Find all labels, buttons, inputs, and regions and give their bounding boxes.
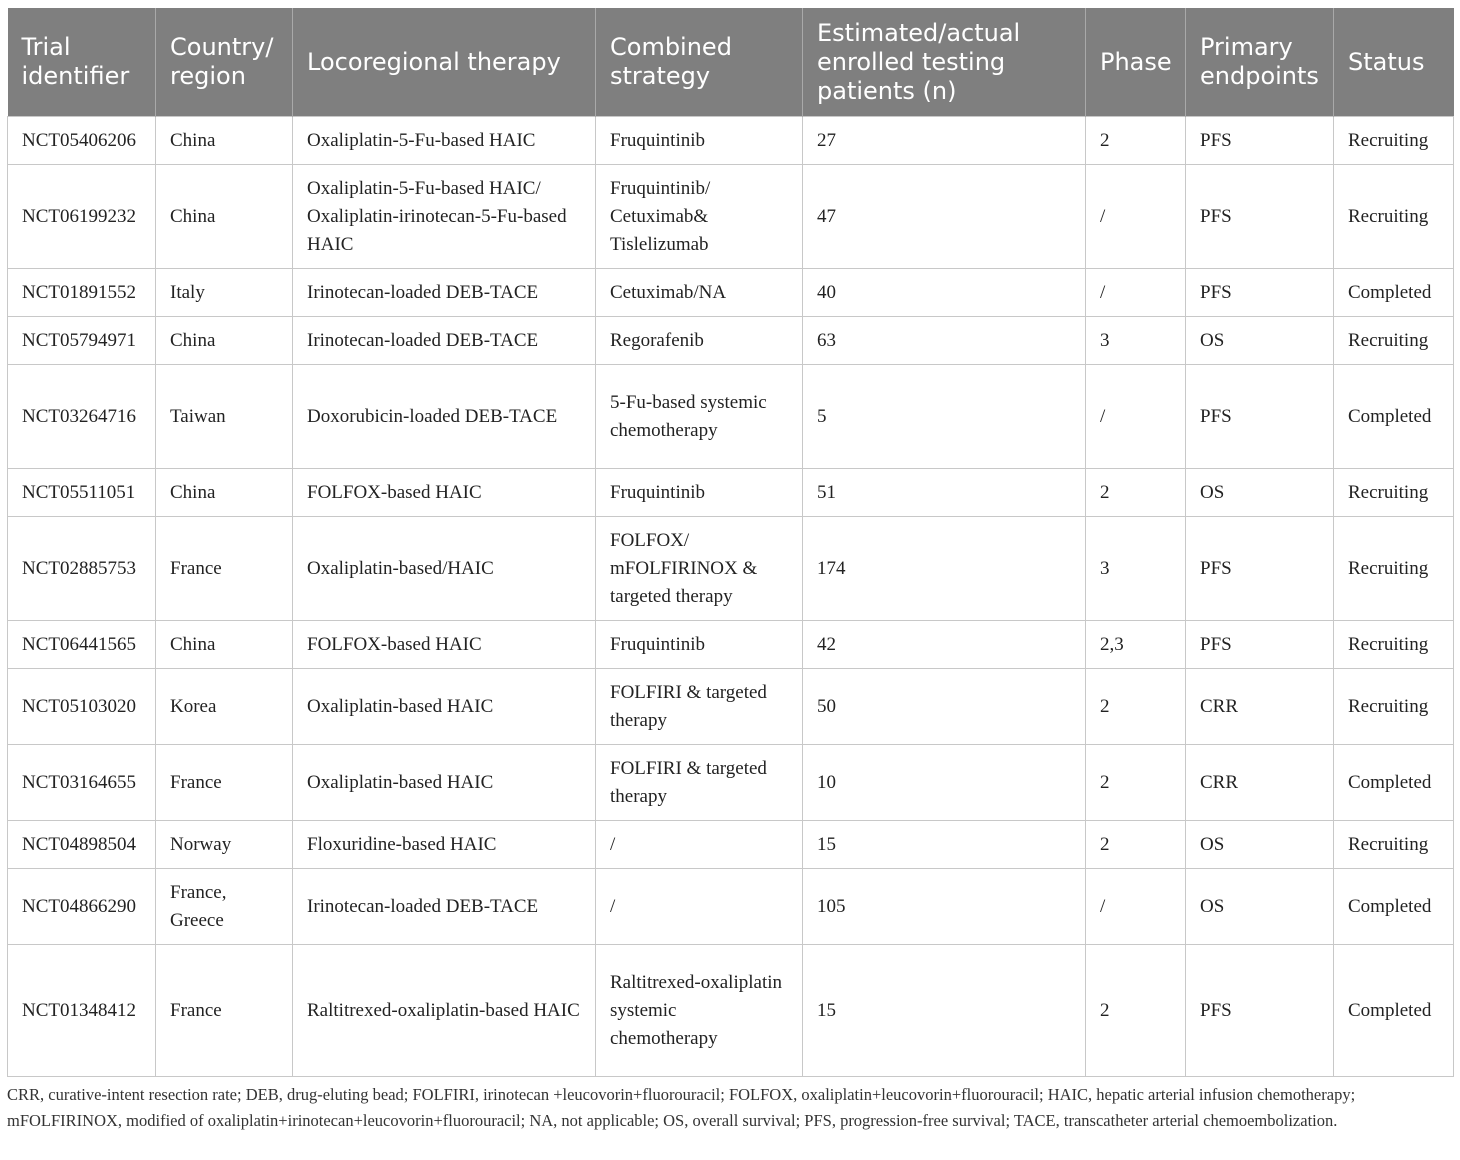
cell-locoregional-therapy: FOLFOX-based HAIC <box>293 469 596 517</box>
cell-locoregional-therapy: Doxorubicin-loaded DEB-TACE <box>293 365 596 469</box>
cell-phase: / <box>1086 869 1186 945</box>
cell-combined-strategy: Fruquintinib <box>596 117 803 165</box>
cell-status: Completed <box>1334 869 1454 945</box>
cell-endpoint: CRR <box>1186 669 1334 745</box>
cell-enrolled: 51 <box>803 469 1086 517</box>
cell-trial-id: NCT05406206 <box>8 117 156 165</box>
cell-country: France <box>156 517 293 621</box>
cell-status: Recruiting <box>1334 317 1454 365</box>
cell-country: China <box>156 165 293 269</box>
cell-trial-id: NCT01891552 <box>8 269 156 317</box>
cell-phase: 2 <box>1086 945 1186 1077</box>
cell-enrolled: 63 <box>803 317 1086 365</box>
cell-combined-strategy: / <box>596 821 803 869</box>
cell-trial-id: NCT01348412 <box>8 945 156 1077</box>
table-row <box>8 469 1454 517</box>
cell-phase: 2 <box>1086 469 1186 517</box>
cell-status: Completed <box>1334 269 1454 317</box>
cell-enrolled: 174 <box>803 517 1086 621</box>
cell-combined-strategy: FOLFIRI & targeted therapy <box>596 745 803 821</box>
table-row <box>8 365 1454 469</box>
cell-country: China <box>156 469 293 517</box>
cell-endpoint: PFS <box>1186 945 1334 1077</box>
cell-country: Taiwan <box>156 365 293 469</box>
table-row <box>8 745 1454 821</box>
cell-status: Recruiting <box>1334 621 1454 669</box>
clinical-trials-table <box>7 8 1454 1077</box>
cell-enrolled: 40 <box>803 269 1086 317</box>
cell-enrolled: 50 <box>803 669 1086 745</box>
cell-country: China <box>156 117 293 165</box>
cell-phase: / <box>1086 269 1186 317</box>
cell-endpoint: PFS <box>1186 165 1334 269</box>
table-row <box>8 821 1454 869</box>
header-primary-endpoints: Primary endpoints <box>1186 8 1334 117</box>
cell-enrolled: 105 <box>803 869 1086 945</box>
table-row <box>8 621 1454 669</box>
cell-status: Completed <box>1334 745 1454 821</box>
cell-country: Italy <box>156 269 293 317</box>
cell-enrolled: 5 <box>803 365 1086 469</box>
cell-locoregional-therapy: Irinotecan-loaded DEB-TACE <box>293 317 596 365</box>
cell-status: Recruiting <box>1334 517 1454 621</box>
cell-country: China <box>156 621 293 669</box>
cell-locoregional-therapy: Irinotecan-loaded DEB-TACE <box>293 269 596 317</box>
table-footnote: CRR, curative-intent resection rate; DEB, drug-eluting bead; FOLFIRI, irinotecan +leucovorin+fluorouracil; FOLFOX, oxaliplatin+leucovorin+fluorouracil; HAIC, hepatic arterial infusion chemotherapy; mFOLFIRINOX, modified of oxaliplatin+irinotecan+leucovorin+fluorouracil; NA, not applicable; OS, overall survival; PFS, progression-free survival; TACE, transcatheter arterial chemoembolization. <box>7 1085 1356 1130</box>
cell-trial-id: NCT03164655 <box>8 745 156 821</box>
cell-locoregional-therapy: Oxaliplatin-based/HAIC <box>293 517 596 621</box>
table-container <box>7 8 1453 1077</box>
cell-status: Recruiting <box>1334 165 1454 269</box>
cell-enrolled: 47 <box>803 165 1086 269</box>
cell-combined-strategy: Fruquintinib <box>596 621 803 669</box>
cell-country: China <box>156 317 293 365</box>
cell-endpoint: OS <box>1186 821 1334 869</box>
table-row <box>8 945 1454 1077</box>
header-status: Status <box>1334 8 1454 117</box>
cell-endpoint: PFS <box>1186 517 1334 621</box>
cell-combined-strategy: FOLFOX/ mFOLFIRINOX & targeted therapy <box>596 517 803 621</box>
cell-locoregional-therapy: Oxaliplatin-5-Fu-based HAIC <box>293 117 596 165</box>
cell-phase: 2 <box>1086 669 1186 745</box>
cell-endpoint: CRR <box>1186 745 1334 821</box>
table-row <box>8 165 1454 269</box>
cell-trial-id: NCT06441565 <box>8 621 156 669</box>
header-locoregional-therapy: Locoregional therapy <box>293 8 596 117</box>
cell-phase: 3 <box>1086 317 1186 365</box>
cell-country: Norway <box>156 821 293 869</box>
table-row <box>8 517 1454 621</box>
cell-trial-id: NCT05511051 <box>8 469 156 517</box>
cell-combined-strategy: Fruquintinib <box>596 469 803 517</box>
cell-phase: / <box>1086 365 1186 469</box>
cell-enrolled: 10 <box>803 745 1086 821</box>
cell-status: Recruiting <box>1334 669 1454 745</box>
cell-phase: 2 <box>1086 821 1186 869</box>
cell-status: Recruiting <box>1334 821 1454 869</box>
cell-locoregional-therapy: Oxaliplatin-based HAIC <box>293 745 596 821</box>
header-enrolled-patients: Estimated/actual enrolled testing patients (n) <box>803 8 1086 117</box>
cell-phase: 3 <box>1086 517 1186 621</box>
header-country-region: Country/ region <box>156 8 293 117</box>
header-phase: Phase <box>1086 8 1186 117</box>
cell-enrolled: 42 <box>803 621 1086 669</box>
cell-locoregional-therapy: Raltitrexed-oxaliplatin-based HAIC <box>293 945 596 1077</box>
cell-trial-id: NCT04898504 <box>8 821 156 869</box>
cell-combined-strategy: 5-Fu-based systemic chemotherapy <box>596 365 803 469</box>
cell-endpoint: OS <box>1186 869 1334 945</box>
cell-locoregional-therapy: Irinotecan-loaded DEB-TACE <box>293 869 596 945</box>
cell-enrolled: 15 <box>803 945 1086 1077</box>
cell-status: Recruiting <box>1334 117 1454 165</box>
cell-combined-strategy: Raltitrexed-oxaliplatin systemic chemotherapy <box>596 945 803 1077</box>
cell-country: France <box>156 945 293 1077</box>
cell-phase: 2,3 <box>1086 621 1186 669</box>
cell-locoregional-therapy: Oxaliplatin-5-Fu-based HAIC/ Oxaliplatin-irinotecan-5-Fu-based HAIC <box>293 165 596 269</box>
cell-phase: 2 <box>1086 745 1186 821</box>
cell-combined-strategy: Regorafenib <box>596 317 803 365</box>
cell-trial-id: NCT04866290 <box>8 869 156 945</box>
cell-endpoint: OS <box>1186 469 1334 517</box>
table-row <box>8 317 1454 365</box>
table-row <box>8 117 1454 165</box>
cell-endpoint: PFS <box>1186 269 1334 317</box>
cell-trial-id: NCT03264716 <box>8 365 156 469</box>
cell-trial-id: NCT05794971 <box>8 317 156 365</box>
cell-country: France, Greece <box>156 869 293 945</box>
cell-combined-strategy: Cetuximab/NA <box>596 269 803 317</box>
cell-country: France <box>156 745 293 821</box>
cell-trial-id: NCT02885753 <box>8 517 156 621</box>
table-row <box>8 269 1454 317</box>
cell-phase: 2 <box>1086 117 1186 165</box>
cell-phase: / <box>1086 165 1186 269</box>
cell-status: Completed <box>1334 365 1454 469</box>
cell-locoregional-therapy: FOLFOX-based HAIC <box>293 621 596 669</box>
cell-endpoint: PFS <box>1186 365 1334 469</box>
cell-combined-strategy: Fruquintinib/ Cetuximab& Tislelizumab <box>596 165 803 269</box>
cell-locoregional-therapy: Oxaliplatin-based HAIC <box>293 669 596 745</box>
cell-combined-strategy: FOLFIRI & targeted therapy <box>596 669 803 745</box>
table-header-row <box>8 8 1454 117</box>
cell-combined-strategy: / <box>596 869 803 945</box>
cell-enrolled: 15 <box>803 821 1086 869</box>
header-trial-identifier: Trial identifier <box>8 8 156 117</box>
header-combined-strategy: Combined strategy <box>596 8 803 117</box>
cell-enrolled: 27 <box>803 117 1086 165</box>
cell-endpoint: PFS <box>1186 117 1334 165</box>
cell-trial-id: NCT05103020 <box>8 669 156 745</box>
cell-status: Recruiting <box>1334 469 1454 517</box>
cell-country: Korea <box>156 669 293 745</box>
table-row <box>8 669 1454 745</box>
cell-locoregional-therapy: Floxuridine-based HAIC <box>293 821 596 869</box>
cell-endpoint: PFS <box>1186 621 1334 669</box>
cell-endpoint: OS <box>1186 317 1334 365</box>
cell-status: Completed <box>1334 945 1454 1077</box>
cell-trial-id: NCT06199232 <box>8 165 156 269</box>
table-row <box>8 869 1454 945</box>
